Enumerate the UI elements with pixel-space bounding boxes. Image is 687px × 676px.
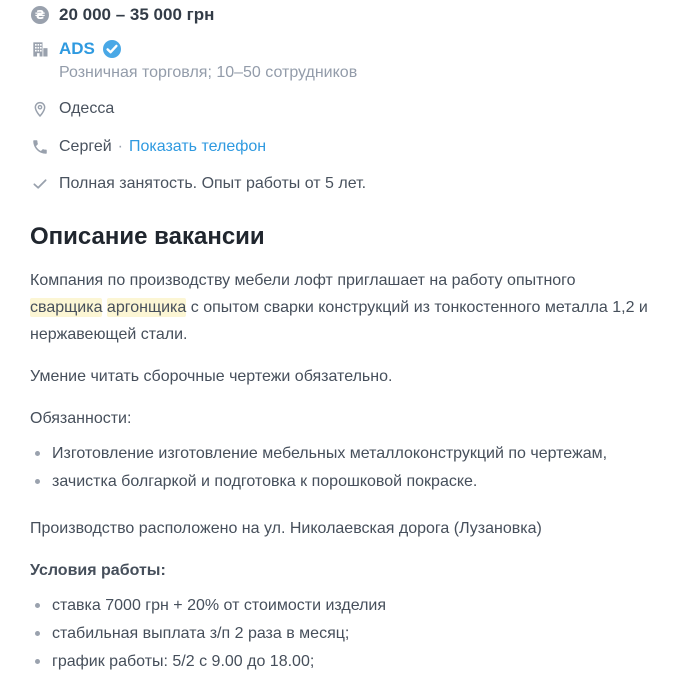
conditions-list — [30, 592, 652, 676]
description-section — [30, 222, 652, 676]
company-name-link[interactable]: ADS — [59, 39, 95, 58]
contact-name: Сергей — [59, 138, 112, 155]
note-paragraph: Умение читать сборочные чертежи обязательно. — [30, 368, 393, 385]
conditions-title: Условия работы: — [30, 562, 166, 579]
description-title: Описание вакансии — [30, 223, 265, 250]
location-pin-icon — [31, 99, 49, 119]
city-row — [30, 98, 687, 119]
duties-title: Обязанности: — [30, 410, 132, 427]
show-phone-link[interactable]: Показать телефон — [129, 138, 267, 155]
salary-value: 20 000 – 35 000 грн — [59, 5, 215, 24]
list-item: график работы: 5/2 с 9.00 до 18.00; — [30, 648, 652, 676]
list-item: Изготовление изготовление мебельных металлоконструкций по чертежам, — [30, 440, 652, 468]
list-item: ставка 7000 грн + 20% от стоимости изделия — [30, 592, 652, 620]
highlighted-keyword: аргонщика — [106, 299, 187, 316]
phone-icon — [31, 138, 49, 156]
employment-row — [30, 173, 687, 194]
list-item: стабильная выплата з/п 2 раза в месяц; — [30, 620, 652, 648]
highlighted-keyword: сварщика — [30, 299, 103, 316]
company-row — [30, 38, 687, 83]
hryvnia-coin-icon: ₴ — [31, 6, 49, 24]
salary-row — [30, 4, 687, 25]
list-item: зачистка болгаркой и подготовка к порошковой покраске. — [30, 468, 652, 496]
verified-badge-icon — [103, 40, 121, 58]
duties-list — [30, 440, 652, 496]
company-industry: Розничная торговля; 10–50 сотрудников — [59, 64, 358, 81]
checkmark-icon — [31, 175, 49, 193]
company-building-icon — [30, 39, 50, 59]
city-value: Одесса — [59, 100, 115, 117]
employment-value: Полная занятость. Опыт работы от 5 лет. — [59, 175, 367, 192]
intro-paragraph: Компания по производству мебели лофт приглашает на работу опытного сварщика аргонщика с опытом сварки конструкций из тонкостенного металла 1,2 и нержавеющей стали. — [30, 272, 648, 343]
location-note: Производство расположено на ул. Николаевская дорога (Лузановка) — [30, 520, 542, 537]
contact-row — [30, 136, 687, 157]
separator-dot: · — [117, 138, 123, 155]
